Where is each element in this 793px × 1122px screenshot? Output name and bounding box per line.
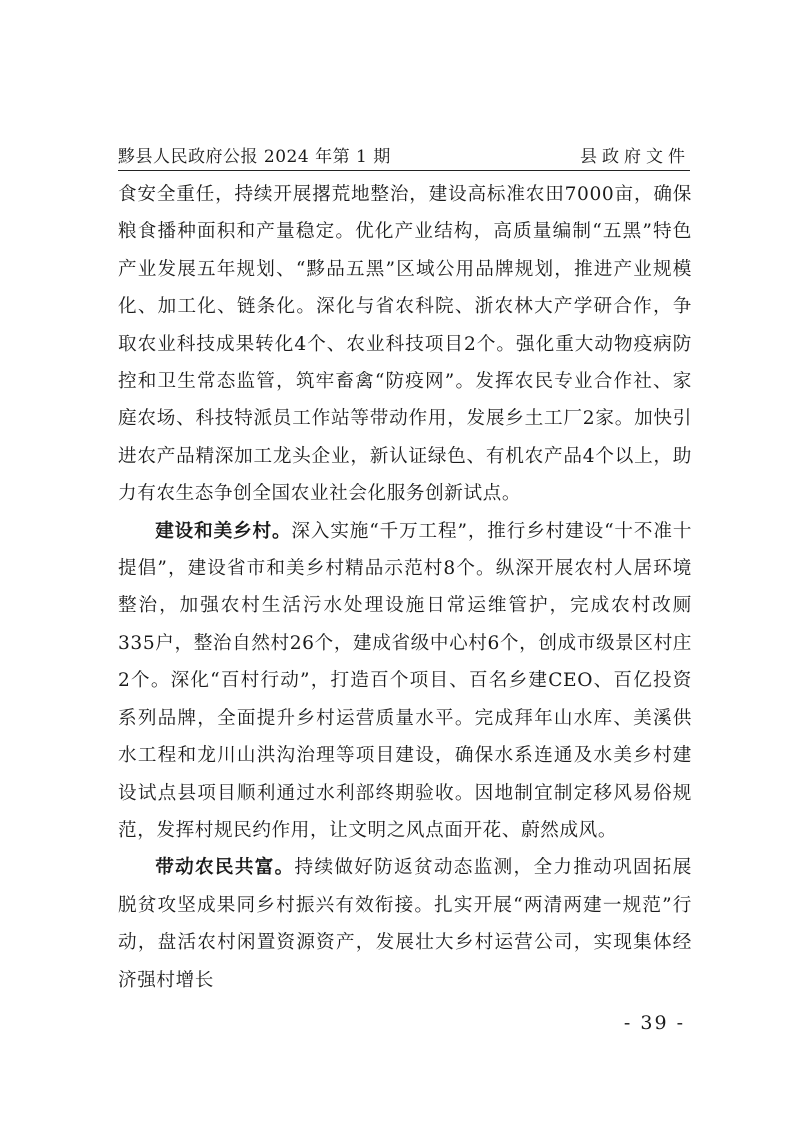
paragraph-text: 食安全重任，持续开展撂荒地整治，建设高标准农田7000亩，确保粮食播种面积和产量稳定。优化产业结构，高质量编制“五黑”特色产业发展五年规划、“黟品五黑”区域公用品牌规划，推进产业规模化、加工化、链条化。深化与省农科院、浙农林大产学研合作，争取农业科技成果转化4个、农业科技项目2个。强化重大动物疫病防控和卫生常态监管，筑牢畜禽“防疫网”。发挥农民专业合作社、家庭农场、科技特派员工作站等带动作用，发展乡土工厂2家。加快引进农产品精深加工龙头企业，新认证绿色、有机农产品4个以上，助力有农生态争创全国农业社会化服务创新试点。: [118, 184, 692, 505]
paragraph-continued: [118, 176, 692, 513]
document-body: [118, 176, 692, 999]
gazette-title: 黟县人民政府公报 2024 年第 1 期: [118, 147, 391, 167]
paragraph-rural-construction: [118, 513, 692, 850]
paragraph-text: 深入实施“千万工程”，推行乡村建设“十不准十提倡”，建设省市和美乡村精品示范村8个。纵深开展农村人居环境整治，加强农村生活污水处理设施日常运维管护，完成农村改厕335户，整治自然村26个，建成省级中心村6个，创成市级景区村庄2个。深化“百村行动”，打造百个项目、百名乡建CEO、百亿投资系列品牌，全面提升乡村运营质量水平。完成拜年山水库、美溪供水工程和龙川山洪沟治理等项目建设，确保水系连通及水美乡村建设试点县项目顺利通过水利部终期验收。因地制宜制定移风易俗规范，发挥村规民约作用，让文明之风点面开花、蔚然成风。: [118, 520, 693, 841]
page-number: - 39 -: [623, 1012, 685, 1034]
section-label: 县政府文件: [580, 147, 690, 167]
paragraph-common-prosperity: [118, 849, 692, 999]
paragraph-text: 持续做好防返贫动态监测，全力推动巩固拓展脱贫攻坚成果同乡村振兴有效衔接。扎实开展“两清两建一规范”行动，盘活农村闲置资源资产，发展壮大乡村运营公司，实现集体经济强村增长: [118, 857, 692, 991]
paragraph-lead: 建设和美乡村。: [155, 520, 292, 542]
paragraph-lead: 带动农民共富。: [155, 857, 295, 879]
page-header: [118, 138, 690, 171]
